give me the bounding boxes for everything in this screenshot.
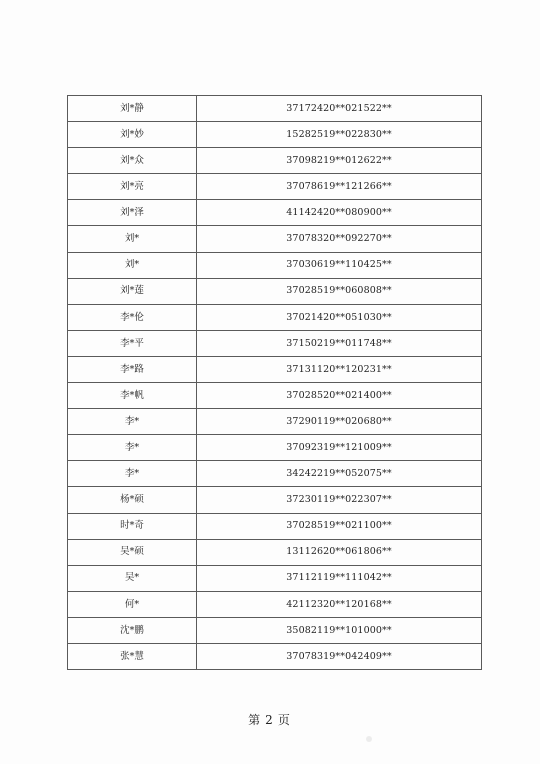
name-cell: 吴* <box>68 565 197 591</box>
table-row <box>68 200 482 226</box>
table-row <box>68 435 482 461</box>
id-number-cell: 37290119**020680** <box>197 409 482 435</box>
table-row <box>68 356 482 382</box>
page-footer-prefix: 第 <box>248 713 263 727</box>
name-cell: 刘*众 <box>68 148 197 174</box>
table-row <box>68 148 482 174</box>
name-cell: 李*伦 <box>68 304 197 330</box>
id-number-cell: 37030619**110425** <box>197 252 482 278</box>
table-row <box>68 461 482 487</box>
id-number-cell: 37078319**042409** <box>197 643 482 669</box>
table-row <box>68 617 482 643</box>
table-row <box>68 278 482 304</box>
name-cell: 吴*硕 <box>68 539 197 565</box>
name-cell: 刘*莲 <box>68 278 197 304</box>
name-cell: 李* <box>68 461 197 487</box>
id-number-cell: 37028519**021100** <box>197 513 482 539</box>
name-cell: 李*帆 <box>68 383 197 409</box>
name-cell: 刘*静 <box>68 96 197 122</box>
id-number-cell: 35082119**101000** <box>197 617 482 643</box>
id-number-cell: 15282519**022830** <box>197 122 482 148</box>
id-number-cell: 37131120**120231** <box>197 356 482 382</box>
table-row <box>68 383 482 409</box>
table-row <box>68 409 482 435</box>
table-row <box>68 174 482 200</box>
name-cell: 刘*亮 <box>68 174 197 200</box>
id-number-cell: 37098219**012622** <box>197 148 482 174</box>
name-cell: 沈*鹏 <box>68 617 197 643</box>
id-number-cell: 37092319**121009** <box>197 435 482 461</box>
roster-table <box>67 95 482 670</box>
name-cell: 杨*硕 <box>68 487 197 513</box>
table-row <box>68 643 482 669</box>
id-number-cell: 37028519**060808** <box>197 278 482 304</box>
table-row <box>68 330 482 356</box>
table-row <box>68 122 482 148</box>
table-row <box>68 96 482 122</box>
id-number-cell: 37078320**092270** <box>197 226 482 252</box>
page-number: 2 <box>265 713 275 727</box>
name-cell: 何* <box>68 591 197 617</box>
id-number-cell: 37021420**051030** <box>197 304 482 330</box>
page-footer <box>0 711 540 728</box>
table-row <box>68 226 482 252</box>
name-cell: 李*路 <box>68 356 197 382</box>
table-row <box>68 304 482 330</box>
id-number-cell: 42112320**120168** <box>197 591 482 617</box>
id-number-cell: 37150219**011748** <box>197 330 482 356</box>
table-row <box>68 252 482 278</box>
id-number-cell: 37230119**022307** <box>197 487 482 513</box>
name-cell: 张*慧 <box>68 643 197 669</box>
id-number-cell: 37078619**121266** <box>197 174 482 200</box>
name-cell: 刘* <box>68 252 197 278</box>
id-number-cell: 37028520**021400** <box>197 383 482 409</box>
page-footer-suffix: 页 <box>277 713 292 727</box>
name-cell: 李* <box>68 409 197 435</box>
name-cell: 刘*泽 <box>68 200 197 226</box>
id-number-cell: 13112620**061806** <box>197 539 482 565</box>
id-number-cell: 37112119**111042** <box>197 565 482 591</box>
roster-table-body <box>68 96 482 670</box>
table-row <box>68 539 482 565</box>
id-number-cell: 41142420**080900** <box>197 200 482 226</box>
name-cell: 李* <box>68 435 197 461</box>
name-cell: 时*奇 <box>68 513 197 539</box>
name-cell: 刘* <box>68 226 197 252</box>
name-cell: 李*平 <box>68 330 197 356</box>
table-row <box>68 591 482 617</box>
id-number-cell: 37172420**021522** <box>197 96 482 122</box>
id-number-cell: 34242219**052075** <box>197 461 482 487</box>
scan-smudge <box>366 736 372 742</box>
table-row <box>68 513 482 539</box>
table-row <box>68 487 482 513</box>
name-cell: 刘*妙 <box>68 122 197 148</box>
table-row <box>68 565 482 591</box>
